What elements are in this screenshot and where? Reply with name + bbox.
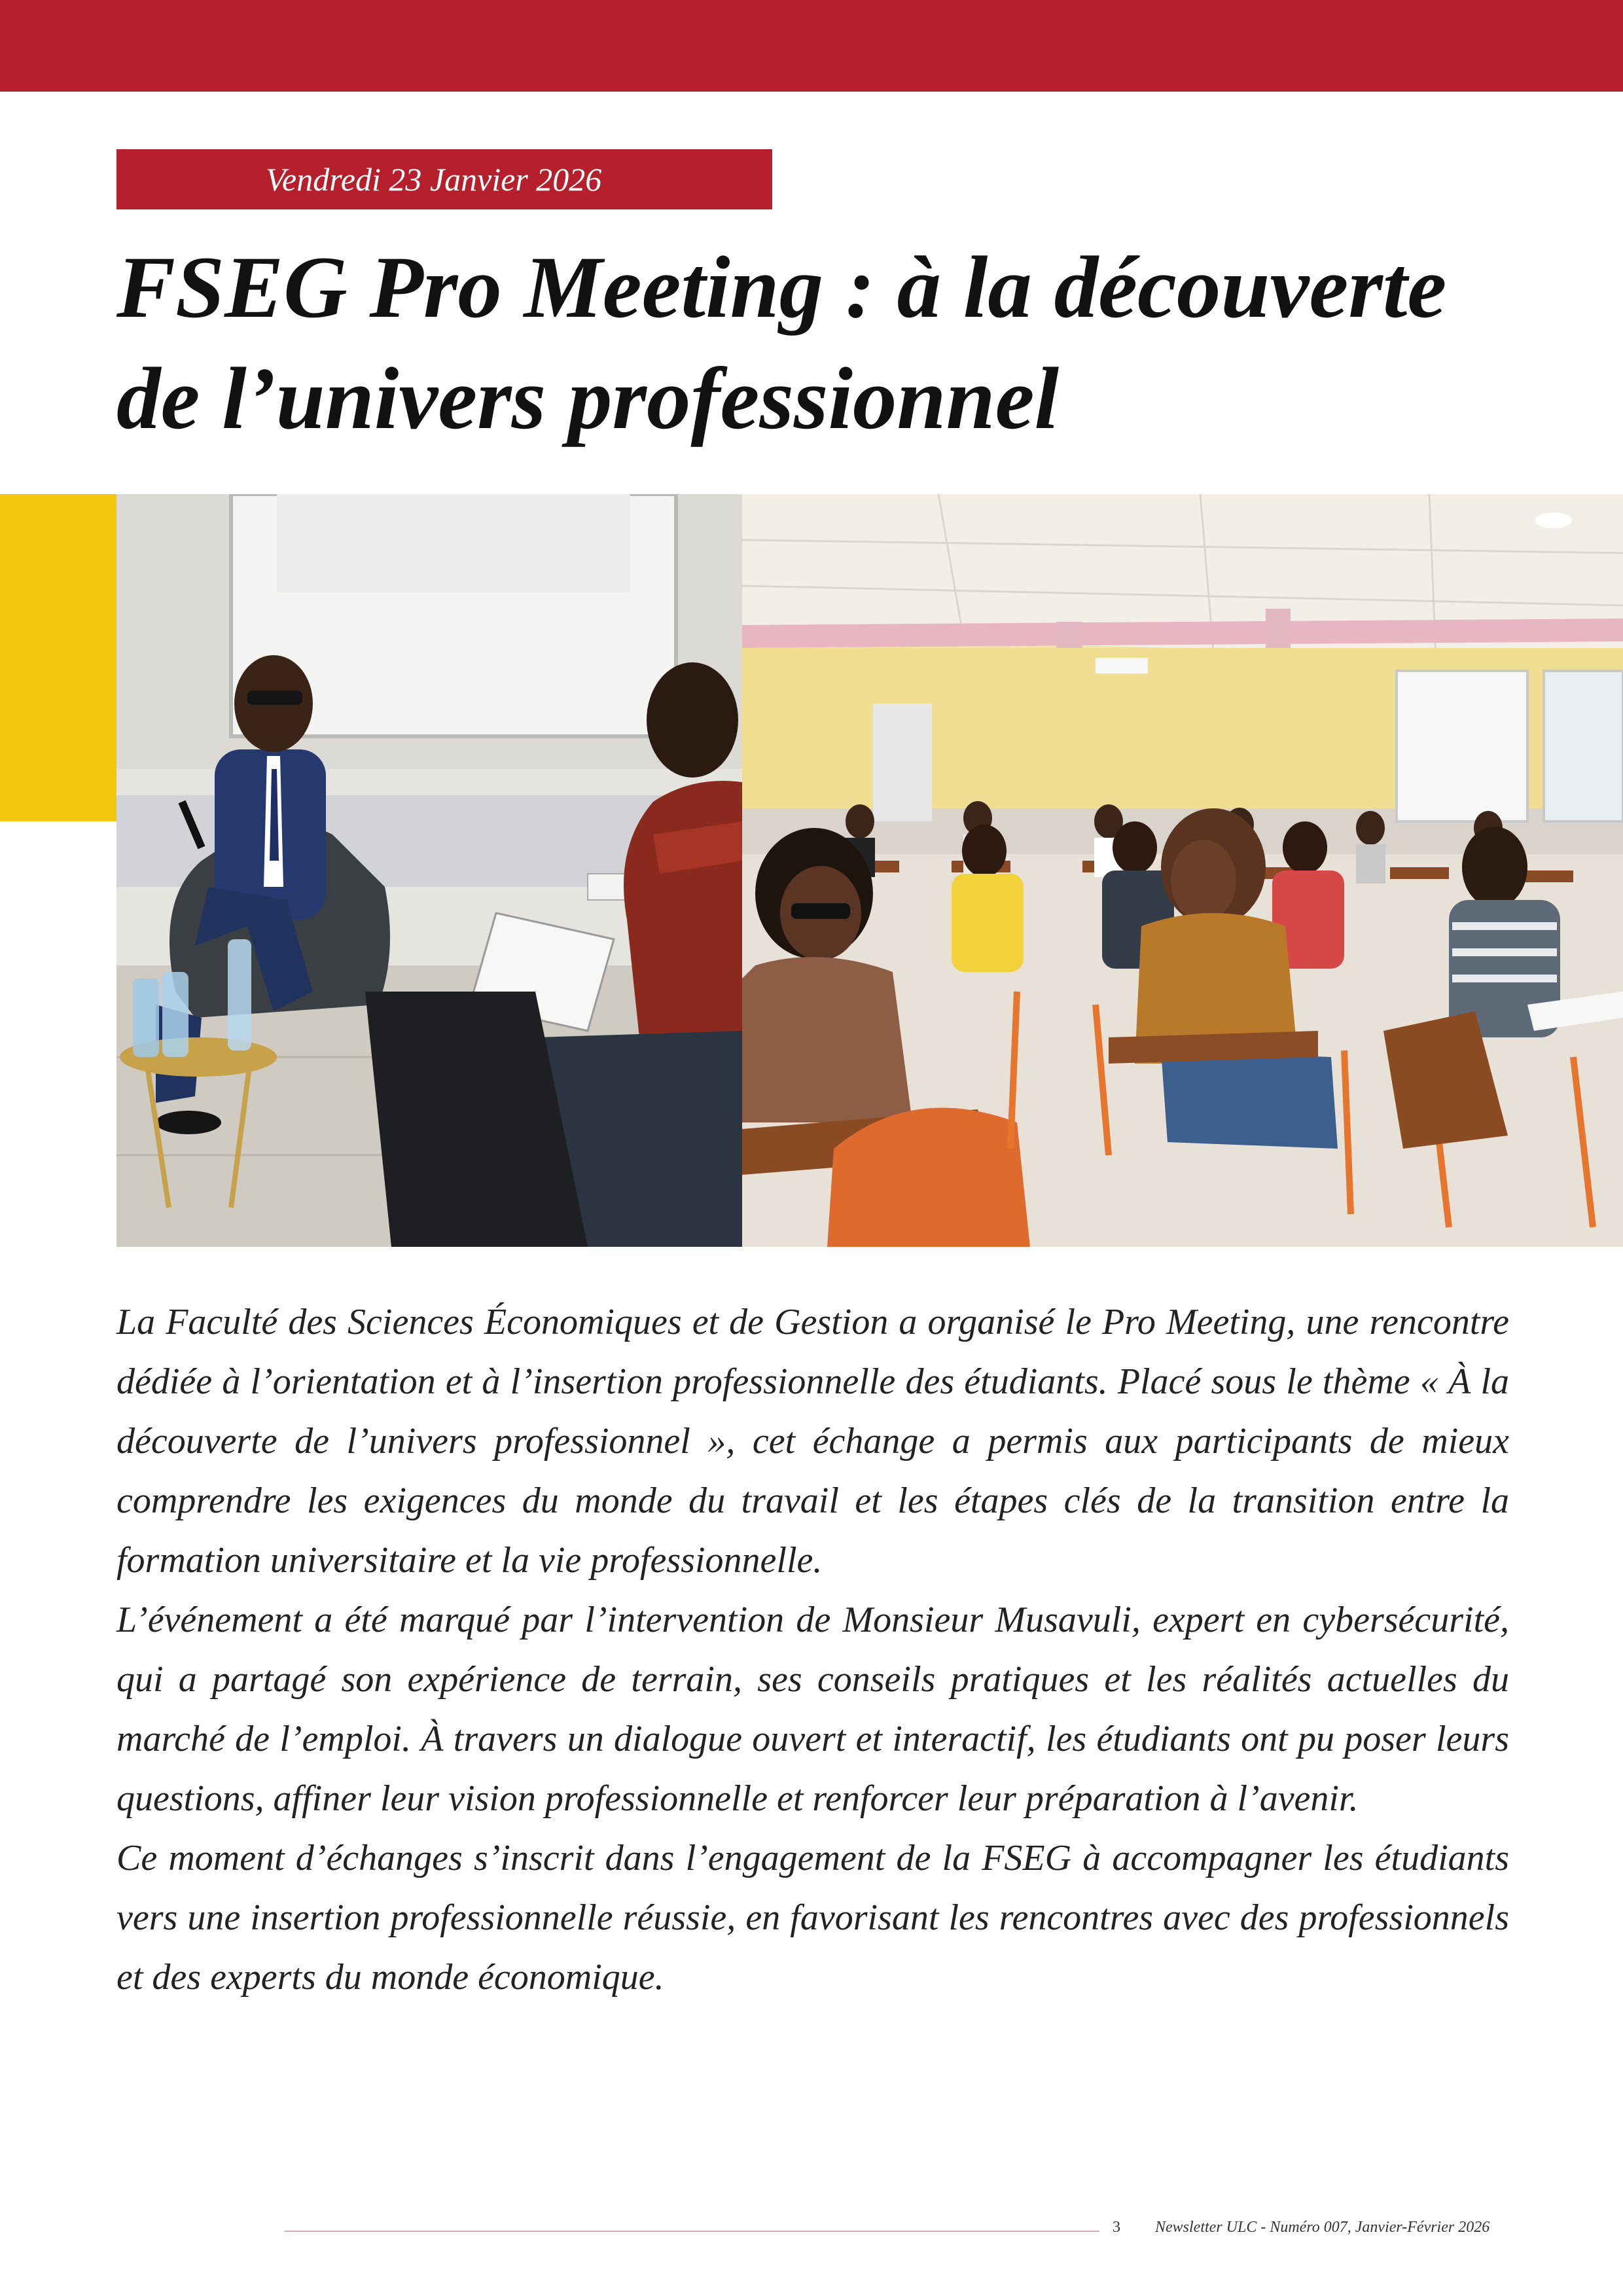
classroom-audience-photo	[742, 494, 1623, 1247]
publication-date: Vendredi 23 Janvier 2026	[266, 161, 602, 198]
top-banner	[0, 0, 1623, 92]
date-banner	[116, 149, 772, 209]
speaker-interview-photo	[116, 494, 742, 1247]
article-paragraph: La Faculté des Sciences Économiques et de Gestion a organisé le Pro Meeting, une rencontre dédiée à l’orientation et à l’insertion professionnelle des étudiants. Placé sous le thème « À la découverte de l’univers professionnel », cet échange a permis aux participants de mieux comprendre les exigences du monde du travail et les étapes clés de la transition entre la formation universitaire et la vie professionnelle.	[116, 1302, 1509, 1581]
accent-block	[0, 494, 116, 821]
footer-publication: Newsletter ULC - Numéro 007, Janvier-Février 2026	[1155, 2219, 1490, 2236]
page-number: 3	[1113, 2219, 1120, 2236]
article-title: FSEG Pro Meeting : à la découverte de l’univers professionnel	[116, 239, 1447, 448]
article-paragraph: Ce moment d’échanges s’inscrit dans l’engagement de la FSEG à accompagner les étudiants vers une insertion professionnelle réussie, en favorisant les rencontres avec des professionnels et des experts du monde économique.	[116, 1838, 1509, 1998]
footer-divider	[285, 2231, 1099, 2232]
article-body	[116, 1293, 1509, 2007]
article-paragraph: L’événement a été marqué par l’intervention de Monsieur Musavuli, expert en cybersécurité, qui a partagé son expérience de terrain, ses conseils pratiques et les réalités actuelles du marché de l’emploi. À travers un dialogue ouvert et interactif, les étudiants ont pu poser leurs questions, affiner leur vision professionnelle et renforcer leur préparation à l’avenir.	[116, 1600, 1509, 1819]
